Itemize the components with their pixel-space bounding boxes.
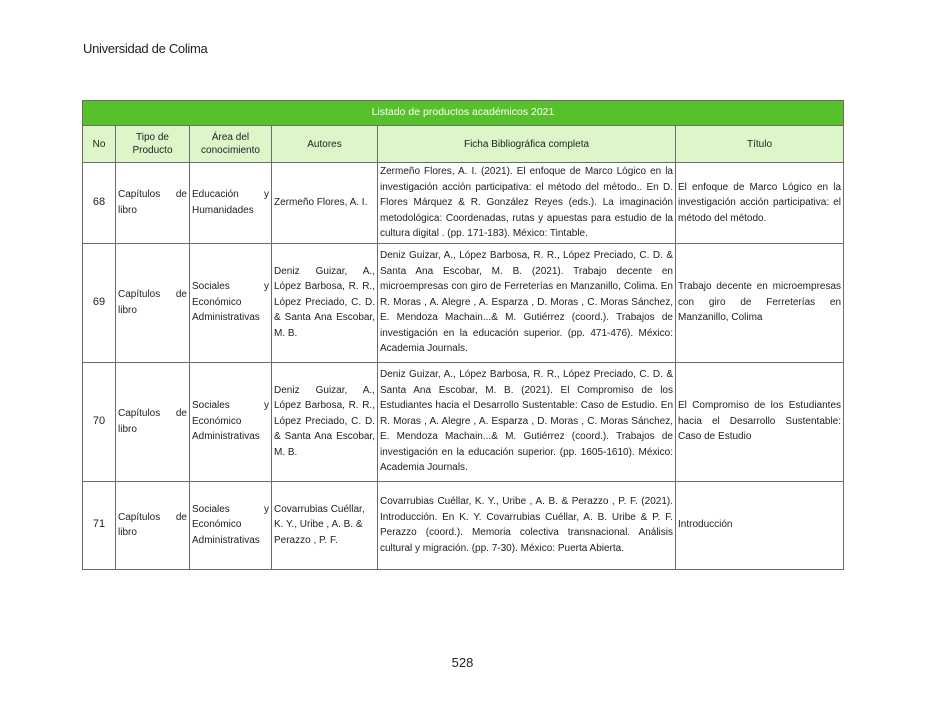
- cell-area: Sociales y Económico Administrativas: [190, 243, 272, 362]
- table-row: [83, 243, 844, 362]
- cell-autores: Covarrubias Cuéllar, K. Y., Uribe , A. B. & Perazzo , P. F.: [272, 481, 378, 569]
- cell-ficha: Deniz Guizar, A., López Barbosa, R. R., López Preciado, C. D. & Santa Ana Escobar, M. B. (2021). Trabajo decente en microempresas con giro de Ferreterías en Manzanillo, Colima. En R. Moras , A. Alegre , A. Esparza , D. Moras , C. Moras Sánchez, E. Mendoza Machain...& M. Gutiérrez (coord.). Trabajos de investigación en la educación superior. (pp. 471-476). México: Academia Journals.: [378, 243, 676, 362]
- products-table: [82, 100, 844, 570]
- cell-tipo: Capítulos de libro: [116, 481, 190, 569]
- table-header-row: [83, 126, 844, 163]
- cell-titulo: El Compromiso de los Estudiantes hacia el Desarrollo Sustentable: Caso de Estudio: [676, 362, 844, 481]
- cell-no: 69: [83, 243, 116, 362]
- cell-autores: Deniz Guizar, A., López Barbosa, R. R., López Preciado, C. D. & Santa Ana Escobar, M. B.: [272, 362, 378, 481]
- table-row: [83, 481, 844, 569]
- institution-header: Universidad de Colima: [83, 41, 208, 56]
- table-row: [83, 163, 844, 244]
- table-title-row: [83, 101, 844, 126]
- cell-area: Sociales y Económico Administrativas: [190, 362, 272, 481]
- cell-tipo: Capítulos de libro: [116, 163, 190, 244]
- cell-titulo: Trabajo decente en microempresas con giro de Ferreterías en Manzanillo, Colima: [676, 243, 844, 362]
- page-number: 528: [451, 655, 474, 670]
- cell-no: 70: [83, 362, 116, 481]
- column-header-ficha: Ficha Bibliográfica completa: [378, 126, 676, 163]
- cell-titulo: El enfoque de Marco Lógico en la investigación acción participativa: el método del método.: [676, 163, 844, 244]
- cell-tipo: Capítulos de libro: [116, 243, 190, 362]
- cell-tipo: Capítulos de libro: [116, 362, 190, 481]
- cell-area: Educación y Humanidades: [190, 163, 272, 244]
- cell-ficha: Zermeño Flores, A. I. (2021). El enfoque de Marco Lógico en la investigación acción participativa: el método del método.. En D. Flores Márquez & R. González Reyes (eds.). La imaginación metodológica: Coordenadas, rutas y apuestas para estudio de la cultura digital . (pp. 171-183). México: Tintable.: [378, 163, 676, 244]
- column-header-area: Área del conocimiento: [190, 126, 272, 163]
- cell-area: Sociales y Económico Administrativas: [190, 481, 272, 569]
- column-header-titulo: Título: [676, 126, 844, 163]
- cell-titulo: Introducción: [676, 481, 844, 569]
- table-row: [83, 362, 844, 481]
- cell-ficha: Deniz Guizar, A., López Barbosa, R. R., López Preciado, C. D. & Santa Ana Escobar, M. B. (2021). El Compromiso de los Estudiantes hacia el Desarrollo Sustentable: Caso de Estudio. En R. Moras , A. Alegre , A. Esparza , D. Moras , C. Moras Sánchez, E. Mendoza Machain...& M. Gutiérrez (coord.). Trabajos de investigación en la educación superior. (pp. 1605-1610). México: Academia Journals.: [378, 362, 676, 481]
- cell-autores: Zermeño Flores, A. I.: [272, 163, 378, 244]
- cell-no: 71: [83, 481, 116, 569]
- cell-autores: Deniz Guizar, A., López Barbosa, R. R., López Preciado, C. D. & Santa Ana Escobar, M. B.: [272, 243, 378, 362]
- table-title: Listado de productos académicos 2021: [83, 101, 844, 126]
- column-header-no: No: [83, 126, 116, 163]
- column-header-tipo: Tipo de Producto: [116, 126, 190, 163]
- cell-no: 68: [83, 163, 116, 244]
- column-header-autores: Autores: [272, 126, 378, 163]
- cell-ficha: Covarrubias Cuéllar, K. Y., Uribe , A. B. & Perazzo , P. F. (2021). Introducción. En K. Y. Covarrubias Cuéllar, A. B. Uribe & P. F. Perazzo (coord.). Memoria colectiva transnacional. Análisis cultural y migración. (pp. 7-30). México: Puerta Abierta.: [378, 481, 676, 569]
